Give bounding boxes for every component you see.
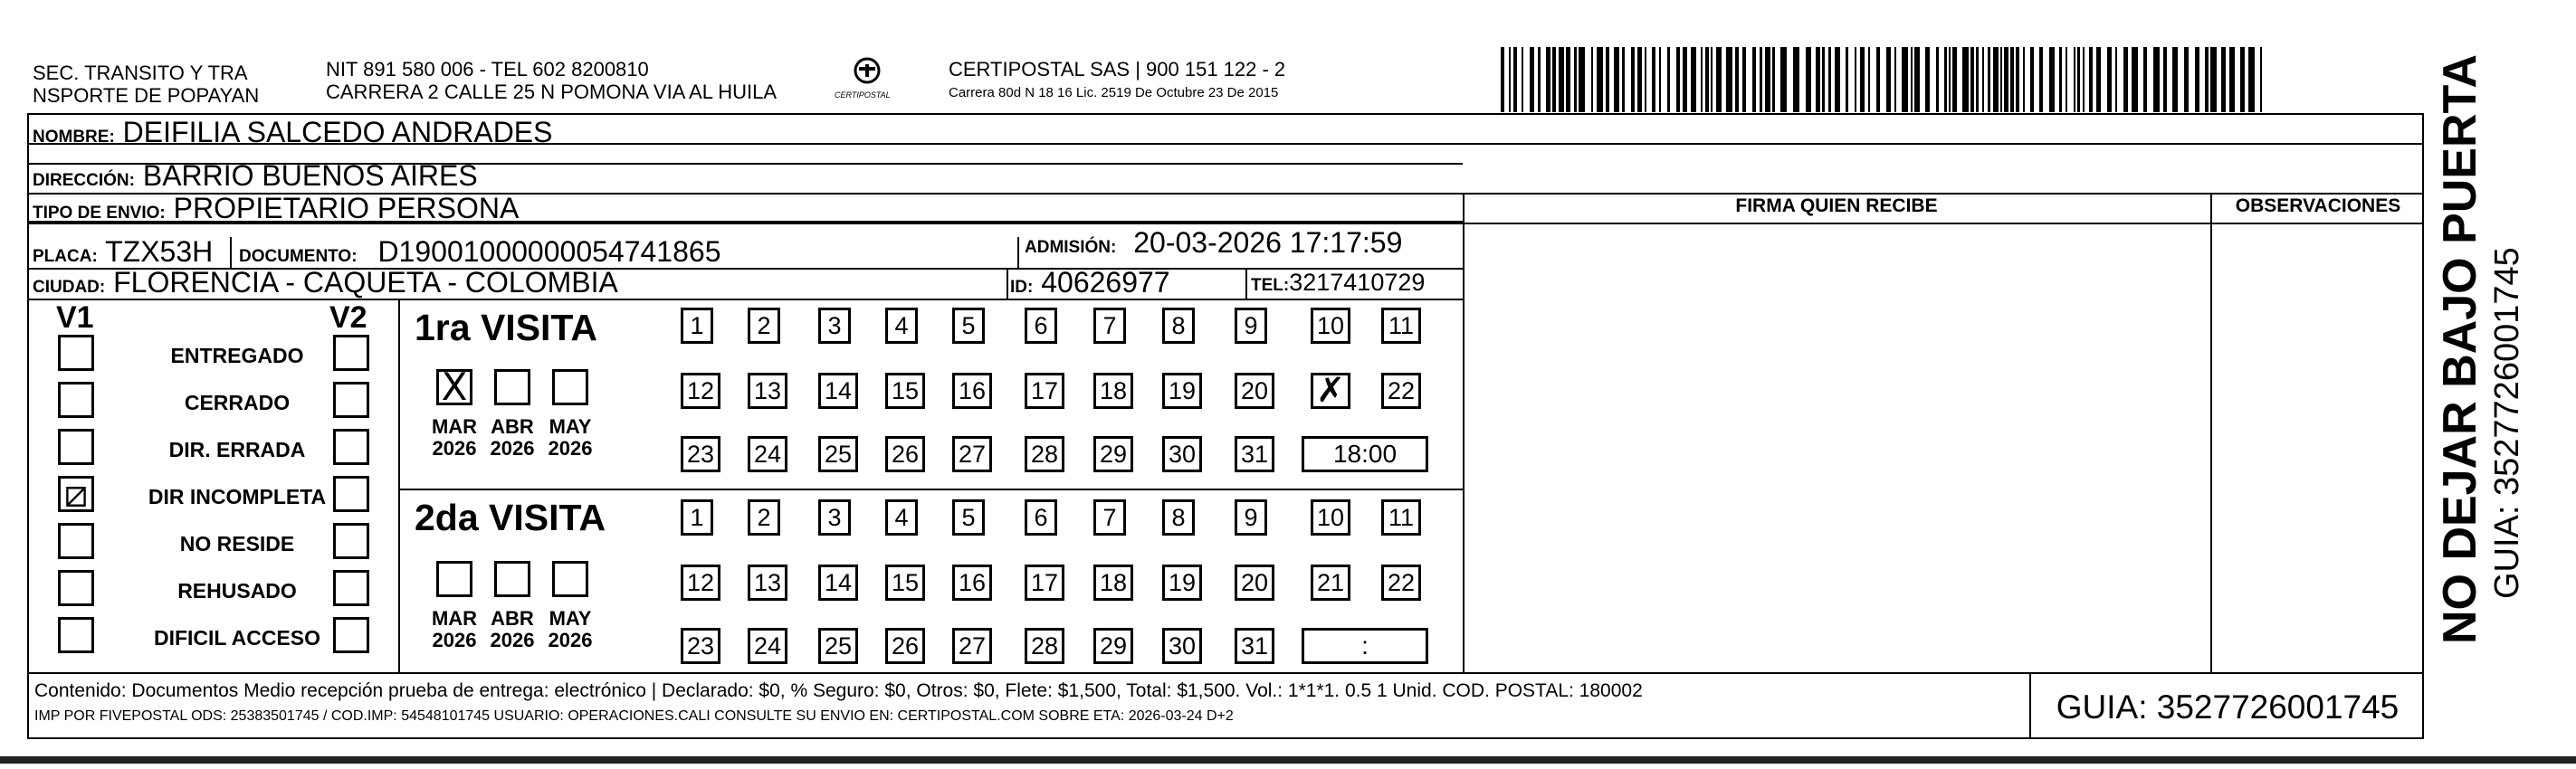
bottom-edge <box>0 756 2576 764</box>
barcode-bar <box>2205 47 2209 112</box>
day-box[interactable]: 20 <box>1235 565 1274 601</box>
barcode-bar <box>2132 47 2138 112</box>
signature-area[interactable] <box>1465 224 2209 670</box>
status-v2-checkbox[interactable] <box>333 617 369 653</box>
barcode-bar <box>1952 47 1957 112</box>
visit-time-box[interactable]: : <box>1302 628 1428 664</box>
barcode-bar <box>2210 47 2217 112</box>
documento-value: D19001000000054741865 <box>377 235 721 268</box>
sender-line-2: NSPORTE DE POPAYAN <box>33 84 260 107</box>
day-box[interactable]: 9 <box>1235 308 1267 344</box>
side-guia: GUIA: 3527726001745 <box>2488 247 2526 599</box>
barcode-bar <box>1970 47 1974 112</box>
day-box[interactable]: 8 <box>1162 308 1195 344</box>
day-box[interactable]: 7 <box>1093 499 1126 536</box>
day-box[interactable]: 18 <box>1093 373 1133 409</box>
documento-label: DOCUMENTO: <box>239 247 358 266</box>
day-box[interactable]: 25 <box>818 436 858 472</box>
id-field <box>1010 266 1170 304</box>
month-checkbox[interactable] <box>552 369 588 405</box>
barcode-bar <box>1606 47 1609 112</box>
barcode-bar <box>1988 47 1990 112</box>
day-box[interactable]: 15 <box>885 373 925 409</box>
day-box[interactable]: 27 <box>952 436 992 472</box>
barcode-bar <box>1637 47 1642 112</box>
barcode-bar <box>2221 47 2226 112</box>
barcode-bar <box>1614 47 1619 112</box>
barcode-bar <box>2030 47 2034 112</box>
barcode-bar <box>1982 47 1984 112</box>
month-label <box>485 608 539 651</box>
barcode-bar <box>2115 47 2117 112</box>
month-year: 2026 <box>432 437 477 460</box>
barcode-bar <box>1962 47 1969 112</box>
status-v2-checkbox[interactable] <box>333 523 369 559</box>
day-box[interactable] <box>1311 370 1350 410</box>
v1-header: V1 <box>56 300 94 335</box>
barcode-bar <box>1855 47 1856 112</box>
barcode-bar <box>1949 47 1951 112</box>
status-v1-checkbox[interactable] <box>58 523 94 559</box>
barcode-bar <box>1944 47 1947 112</box>
day-box[interactable]: 24 <box>748 628 787 664</box>
barcode-bar <box>1701 47 1703 112</box>
observations-area[interactable] <box>2212 224 2422 670</box>
tel-label: TEL: <box>1251 276 1290 295</box>
barcode-bar <box>1911 47 1913 112</box>
ciudad-field <box>33 266 618 304</box>
certipostal-logo <box>835 52 894 107</box>
day-box[interactable]: 21 <box>1311 565 1350 601</box>
day-box[interactable]: 2 <box>748 308 780 344</box>
barcode-bar <box>2049 47 2055 112</box>
no-dejar-warning: NO DEJAR BAJO PUERTA <box>2434 53 2486 644</box>
day-box[interactable]: 9 <box>1235 499 1267 536</box>
day-box[interactable]: 16 <box>952 373 992 409</box>
barcode-bar <box>1780 47 1787 112</box>
barcode-bar <box>1772 47 1775 112</box>
barcode-icon <box>1501 47 2263 112</box>
status-label: CERRADO <box>184 391 291 414</box>
status-label: DIFICIL ACCESO <box>153 626 320 650</box>
company-line: CERTIPOSTAL SAS | 900 151 122 - 2 <box>949 58 1286 81</box>
barcode-bar <box>1816 47 1820 112</box>
month-label <box>427 608 482 651</box>
logo-text: CERTIPOSTAL <box>835 90 891 100</box>
barcode-bar <box>1936 47 1939 112</box>
barcode-bar <box>1676 47 1680 112</box>
footer-guia: GUIA: 3527726001745 <box>2056 688 2399 726</box>
month-year: 2026 <box>490 629 535 651</box>
day-box[interactable]: 10 <box>1311 499 1350 536</box>
barcode-bar <box>1711 47 1713 112</box>
barcode-bar <box>2016 47 2019 112</box>
day-box[interactable]: 29 <box>1093 628 1133 664</box>
placa-value: TZX53H <box>105 235 214 268</box>
status-v1-checkbox[interactable] <box>58 471 94 516</box>
barcode-bar <box>1546 47 1550 112</box>
month-checkbox[interactable] <box>494 561 530 597</box>
status-v1-checkbox[interactable] <box>58 335 94 371</box>
nit-line: NIT 891 580 006 - TEL 602 8200810 <box>326 58 649 81</box>
barcode-bar <box>1726 47 1732 112</box>
placa-label: PLACA: <box>33 247 98 266</box>
status-v1-checkbox[interactable] <box>58 570 94 606</box>
day-box[interactable]: 22 <box>1381 565 1421 601</box>
status-label: REHUSADO <box>177 579 297 603</box>
status-v2-checkbox[interactable] <box>333 382 369 418</box>
barcode-bar <box>2184 47 2189 112</box>
barcode-bar <box>1828 47 1831 112</box>
day-box[interactable]: 19 <box>1162 565 1202 601</box>
day-box[interactable]: 15 <box>885 565 925 601</box>
day-box[interactable]: 31 <box>1235 628 1274 664</box>
day-box[interactable]: 28 <box>1025 436 1064 472</box>
barcode-bar <box>2077 47 2080 112</box>
imp-line: IMP POR FIVEPOSTAL ODS: 25383501745 / COD.IMP: 54548101745 USUARIO: OPERACIONES.CALI CONSULTE SU ENVIO EN: CERTIPOSTAL.COM SOBRE ETA: 2026-03-24 D+2 <box>34 708 1234 724</box>
month-name: MAR <box>431 607 478 630</box>
month-label <box>543 608 597 651</box>
tipo-envio-label: TIPO DE ENVIO: <box>33 204 166 223</box>
direccion-label: DIRECCIÓN: <box>33 171 135 190</box>
day-box[interactable]: 22 <box>1381 373 1421 409</box>
barcode-bar <box>1868 47 1870 112</box>
day-box[interactable]: 30 <box>1162 436 1202 472</box>
barcode-bar <box>1591 47 1593 112</box>
day-box[interactable]: 23 <box>681 628 720 664</box>
barcode-bar <box>2163 47 2167 112</box>
barcode-bar <box>1509 47 1511 112</box>
day-box[interactable]: 20 <box>1235 373 1274 409</box>
barcode-bar <box>2066 47 2067 112</box>
barcode-bar <box>1667 47 1670 112</box>
month-checkbox[interactable] <box>552 561 588 597</box>
barcode-bar <box>2010 47 2014 112</box>
barcode-bar <box>2229 47 2235 112</box>
barcode-bar <box>1886 47 1891 112</box>
day-box[interactable]: 13 <box>748 565 787 601</box>
barcode-bar <box>1631 47 1635 112</box>
barcode-bar <box>1742 47 1746 112</box>
tel-value: 3217410729 <box>1289 269 1426 296</box>
status-v1-checkbox[interactable] <box>58 382 94 418</box>
month-year: 2026 <box>490 437 535 460</box>
status-label: NO RESIDE <box>179 532 295 555</box>
month-label <box>427 416 482 460</box>
id-label: ID: <box>1010 278 1034 297</box>
barcode-bar <box>1579 47 1585 112</box>
status-v2-checkbox[interactable] <box>333 429 369 465</box>
sender-name <box>33 62 259 107</box>
barcode-bar <box>1894 47 1896 112</box>
barcode-bar <box>1793 47 1799 112</box>
barcode-bar <box>1835 47 1840 112</box>
barcode-bar <box>1659 47 1661 112</box>
month-checkbox[interactable] <box>436 561 472 597</box>
month-year: 2026 <box>548 629 593 651</box>
barcode-bar <box>1566 47 1570 112</box>
day-box[interactable]: 11 <box>1381 499 1421 536</box>
day-box[interactable]: 12 <box>681 373 720 409</box>
nombre-field <box>33 116 552 154</box>
month-label <box>485 416 539 460</box>
day-box[interactable]: 3 <box>818 499 851 536</box>
month-name: ABR <box>491 415 534 438</box>
day-cross-mark: ✗ <box>1316 370 1345 410</box>
barcode-bar <box>1976 47 1979 112</box>
barcode-bar <box>1716 47 1722 112</box>
barcode-bar <box>1752 47 1756 112</box>
status-v1-mark: ⧄ <box>63 471 89 516</box>
day-box[interactable]: 12 <box>681 565 720 601</box>
admision-value: 20-03-2026 17:17:59 <box>1133 226 1403 259</box>
day-box[interactable]: 11 <box>1381 308 1421 344</box>
tipo-envio-value: PROPIETARIO PERSONA <box>173 192 520 224</box>
day-box[interactable]: 13 <box>748 373 787 409</box>
barcode-bar <box>2023 47 2025 112</box>
day-box[interactable]: 6 <box>1025 499 1057 536</box>
barcode-bar <box>1683 47 1687 112</box>
visit1-title: 1ra VISITA <box>415 307 598 348</box>
barcode-bar <box>1622 47 1625 112</box>
day-box[interactable]: 7 <box>1093 308 1126 344</box>
barcode-bar <box>1993 47 1999 112</box>
status-v2-checkbox[interactable] <box>333 476 369 512</box>
day-box[interactable]: 28 <box>1025 628 1064 664</box>
day-box[interactable]: 1 <box>681 499 713 536</box>
barcode-bar <box>1645 47 1646 112</box>
barcode-bar <box>2000 47 2002 112</box>
barcode-bar <box>1846 47 1848 112</box>
status-label: ENTREGADO <box>170 344 304 367</box>
barcode-bar <box>2107 47 2112 112</box>
barcode-bar <box>2039 47 2043 112</box>
id-value: 40626977 <box>1041 266 1170 299</box>
month-name: MAY <box>549 607 592 630</box>
barcode-bar <box>2172 47 2178 112</box>
month-name: MAY <box>549 415 592 438</box>
day-box[interactable]: 23 <box>681 436 720 472</box>
status-v2-checkbox[interactable] <box>333 570 369 606</box>
barcode-bar <box>1735 47 1739 112</box>
day-box[interactable]: 26 <box>885 436 925 472</box>
day-box[interactable]: 29 <box>1093 436 1133 472</box>
status-v2-checkbox[interactable] <box>333 335 369 371</box>
barcode-bar <box>2248 47 2255 112</box>
license-line: Carrera 80d N 18 16 Lic. 2519 De Octubre 23 De 2015 <box>949 85 1279 100</box>
admision-label: ADMISIÓN: <box>1025 238 1117 257</box>
observaciones-header: OBSERVACIONES <box>2235 195 2401 216</box>
sender-address: CARRERA 2 CALLE 25 N POMONA VIA AL HUILA <box>326 81 778 103</box>
day-box[interactable]: 4 <box>885 499 918 536</box>
barcode-bar <box>1925 47 1930 112</box>
barcode-bar <box>2260 47 2262 112</box>
day-box[interactable]: 14 <box>818 565 858 601</box>
barcode-bar <box>1822 47 1825 112</box>
barcode-bar <box>2195 47 2199 112</box>
month-year: 2026 <box>548 437 593 460</box>
barcode-bar <box>1597 47 1603 112</box>
day-box[interactable]: 6 <box>1025 308 1057 344</box>
firma-header: FIRMA QUIEN RECIBE <box>1735 195 1938 216</box>
day-box[interactable]: 4 <box>885 308 918 344</box>
barcode-bar <box>2074 47 2075 112</box>
direccion-value: BARRIO BUENOS AIRES <box>142 159 478 192</box>
day-box[interactable]: 8 <box>1162 499 1195 536</box>
day-box[interactable]: 5 <box>952 308 985 344</box>
barcode-bar <box>1574 47 1577 112</box>
barcode-bar <box>1760 47 1762 112</box>
visit2-title: 2da VISITA <box>415 497 606 538</box>
month-checkbox[interactable] <box>436 365 472 409</box>
barcode-bar <box>2143 47 2147 112</box>
month-name: MAR <box>431 415 478 438</box>
day-box[interactable]: 17 <box>1025 373 1064 409</box>
day-box[interactable]: 24 <box>748 436 787 472</box>
barcode-bar <box>2096 47 2101 112</box>
day-box[interactable]: 30 <box>1162 628 1202 664</box>
day-box[interactable]: 1 <box>681 308 713 344</box>
month-mark: X <box>441 365 468 409</box>
month-label <box>543 416 597 460</box>
barcode-bar <box>2083 47 2085 112</box>
barcode-bar <box>2123 47 2128 112</box>
nombre-label: NOMBRE: <box>33 128 115 147</box>
barcode-bar <box>1652 47 1655 112</box>
day-box[interactable]: 16 <box>952 565 992 601</box>
day-box[interactable]: 19 <box>1162 373 1202 409</box>
v2-header: V2 <box>329 300 367 335</box>
sender-line-1: SEC. TRANSITO Y TRA <box>33 62 248 84</box>
day-box[interactable]: 14 <box>818 373 858 409</box>
barcode-bar <box>2089 47 2093 112</box>
barcode-bar <box>1501 47 1504 112</box>
day-box[interactable]: 26 <box>885 628 925 664</box>
barcode-bar <box>1530 47 1534 112</box>
day-box[interactable]: 27 <box>952 628 992 664</box>
barcode-bar <box>1513 47 1517 112</box>
month-checkbox[interactable] <box>494 369 530 405</box>
barcode <box>1501 47 2263 112</box>
barcode-bar <box>1559 47 1564 112</box>
day-box[interactable]: 5 <box>952 499 985 536</box>
admision-field <box>1025 226 1402 264</box>
day-box[interactable]: 25 <box>818 628 858 664</box>
barcode-bar <box>2153 47 2160 112</box>
barcode-bar <box>1552 47 1556 112</box>
barcode-bar <box>1914 47 1920 112</box>
day-box[interactable]: 3 <box>818 308 851 344</box>
sender-details <box>326 58 777 103</box>
barcode-bar <box>1538 47 1541 112</box>
barcode-bar <box>1691 47 1696 112</box>
status-v1-checkbox[interactable] <box>58 429 94 465</box>
status-v1-checkbox[interactable] <box>58 617 94 653</box>
contenido-line: Contenido: Documentos Medio recepción prueba de entrega: electrónico | Declarado: $0, % Seguro: $0, Otros: $0, Flete: $1,500, Total: $1,500. Vol.: 1*1*1. 0.5 1 Unid. COD. POSTAL: 180002 <box>34 680 1643 701</box>
barcode-bar <box>2004 47 2008 112</box>
barcode-bar <box>1806 47 1811 112</box>
month-year: 2026 <box>432 629 477 651</box>
barcode-bar <box>1705 47 1709 112</box>
barcode-bar <box>2059 47 2062 112</box>
day-box[interactable]: 18 <box>1093 565 1133 601</box>
barcode-bar <box>2240 47 2245 112</box>
ciudad-value: FLORENCIA - CAQUETA - COLOMBIA <box>113 266 618 299</box>
tel-field <box>1251 266 1425 302</box>
visit-time-box[interactable]: 18:00 <box>1302 436 1428 472</box>
day-box[interactable]: 2 <box>748 499 780 536</box>
day-box[interactable]: 31 <box>1235 436 1274 472</box>
barcode-bar <box>1876 47 1880 112</box>
day-box[interactable]: 17 <box>1025 565 1064 601</box>
tipo-envio-field <box>33 192 519 230</box>
day-box[interactable]: 10 <box>1311 308 1350 344</box>
status-label: DIR INCOMPLETA <box>148 485 327 508</box>
barcode-bar <box>1902 47 1908 112</box>
barcode-bar <box>1522 47 1523 112</box>
barcode-bar <box>1860 47 1865 112</box>
nombre-value: DEIFILIA SALCEDO ANDRADES <box>122 116 553 148</box>
month-name: ABR <box>491 607 534 630</box>
ciudad-label: CIUDAD: <box>33 278 106 297</box>
status-label: DIR. ERRADA <box>168 438 306 461</box>
barcode-bar <box>1765 47 1770 112</box>
